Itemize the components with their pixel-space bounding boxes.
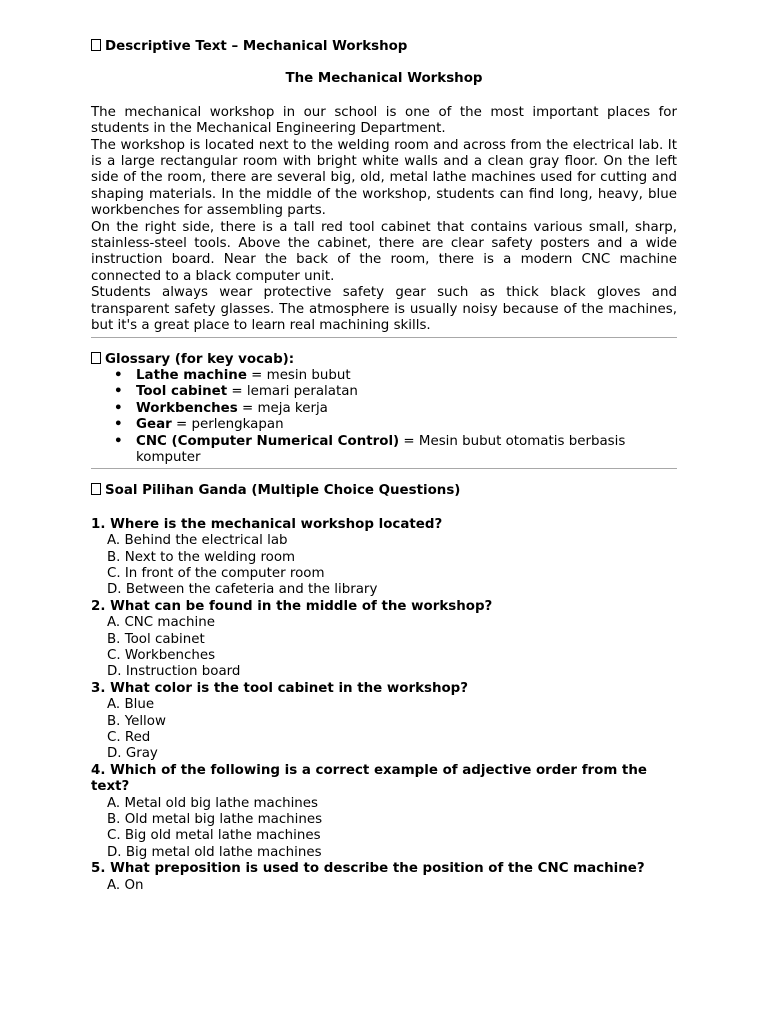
divider xyxy=(91,468,677,469)
glossary-definition: = perlengkapan xyxy=(171,417,284,433)
glossary-item xyxy=(136,368,677,384)
missing-glyph-icon xyxy=(91,39,101,51)
option: D. Big metal old lathe machines xyxy=(107,844,322,860)
option: C. Red xyxy=(107,730,151,746)
option: B. Old metal big lathe machines xyxy=(107,812,323,828)
option: D. Gray xyxy=(107,746,158,762)
glossary-item xyxy=(136,434,677,467)
section-header-text: Descriptive Text – Mechanical Workshop xyxy=(105,39,408,54)
section-header xyxy=(91,39,677,55)
option: A. Metal old big lathe machines xyxy=(107,795,318,811)
paragraph-right-side: On the right side, there is a tall red tool cabinet that contains various small, sharp, stainless-steel tools. Above the cabinet, there are clear safety posters and a wide instruction board. Near the back of the room, there is a modern CNC machine connected to a black computer unit. xyxy=(91,219,677,284)
glossary-term: Gear xyxy=(136,417,172,433)
option: D. Between the cafeteria and the library xyxy=(107,582,378,598)
glossary-item xyxy=(136,417,677,433)
glossary-definition: = Mesin bubut otomatis berbasis komputer xyxy=(136,433,626,465)
document-content xyxy=(91,39,677,894)
glossary-term: Lathe machine xyxy=(136,367,247,383)
glossary-definition: = mesin bubut xyxy=(246,367,351,383)
option: D. Instruction board xyxy=(107,664,241,680)
glossary-term: Tool cabinet xyxy=(136,384,228,400)
glossary-term: Workbenches xyxy=(136,400,238,416)
glossary-item xyxy=(136,384,677,400)
option: A. CNC machine xyxy=(107,615,215,631)
glossary-list xyxy=(91,368,677,466)
divider xyxy=(91,337,677,338)
option: C. Workbenches xyxy=(107,648,216,663)
missing-glyph-icon xyxy=(91,483,101,495)
question-3: 3. What color is the tool cabinet in the workshop? xyxy=(91,680,469,696)
question-2: 2. What can be found in the middle of the workshop? xyxy=(91,598,493,614)
question-list xyxy=(91,517,677,894)
option: A. Blue xyxy=(107,697,155,713)
glossary-definition: = meja kerja xyxy=(237,400,328,416)
option: B. Next to the welding room xyxy=(107,549,296,565)
quiz-header xyxy=(91,483,677,499)
glossary-item xyxy=(136,401,677,417)
glossary-header xyxy=(91,352,677,368)
missing-glyph-icon xyxy=(91,352,101,364)
glossary-definition: = lemari peralatan xyxy=(227,384,358,400)
quiz-header-text: Soal Pilihan Ganda (Multiple Choice Questions) xyxy=(105,483,461,499)
option: B. Yellow xyxy=(107,713,166,729)
question-5: 5. What preposition is used to describe the position of the CNC machine? xyxy=(91,861,645,877)
question-1: 1. Where is the mechanical workshop located? xyxy=(91,516,443,532)
glossary-header-text: Glossary (for key vocab): xyxy=(105,351,295,367)
option: C. Big old metal lathe machines xyxy=(107,828,321,844)
paragraph-location: The workshop is located next to the welding room and across from the electrical lab. It is a large rectangular room with bright white walls and a clean gray floor. On the left side of the room, there are several big, old, metal lathe machines used for cutting and shaping materials. In the middle of the workshop, students can find long, heavy, blue workbenches for assembling parts. xyxy=(91,137,677,219)
option: A. On xyxy=(107,877,144,893)
option: C. In front of the computer room xyxy=(107,565,325,581)
page-title: The Mechanical Workshop xyxy=(285,71,483,87)
paragraph-intro: The mechanical workshop in our school is one of the most important places for students in the Mechanical Engineering Department. xyxy=(91,104,677,137)
paragraph-safety: Students always wear protective safety gear such as thick black gloves and transparent safety glasses. The atmosphere is usually noisy because of the machines, but it's a great place to learn real machining skills. xyxy=(91,285,677,334)
option: B. Tool cabinet xyxy=(107,631,205,647)
option: A. Behind the electrical lab xyxy=(107,533,288,549)
question-4: 4. Which of the following is a correct example of adjective order from the text? xyxy=(91,762,647,795)
glossary-term: CNC (Computer Numerical Control) xyxy=(136,433,400,449)
